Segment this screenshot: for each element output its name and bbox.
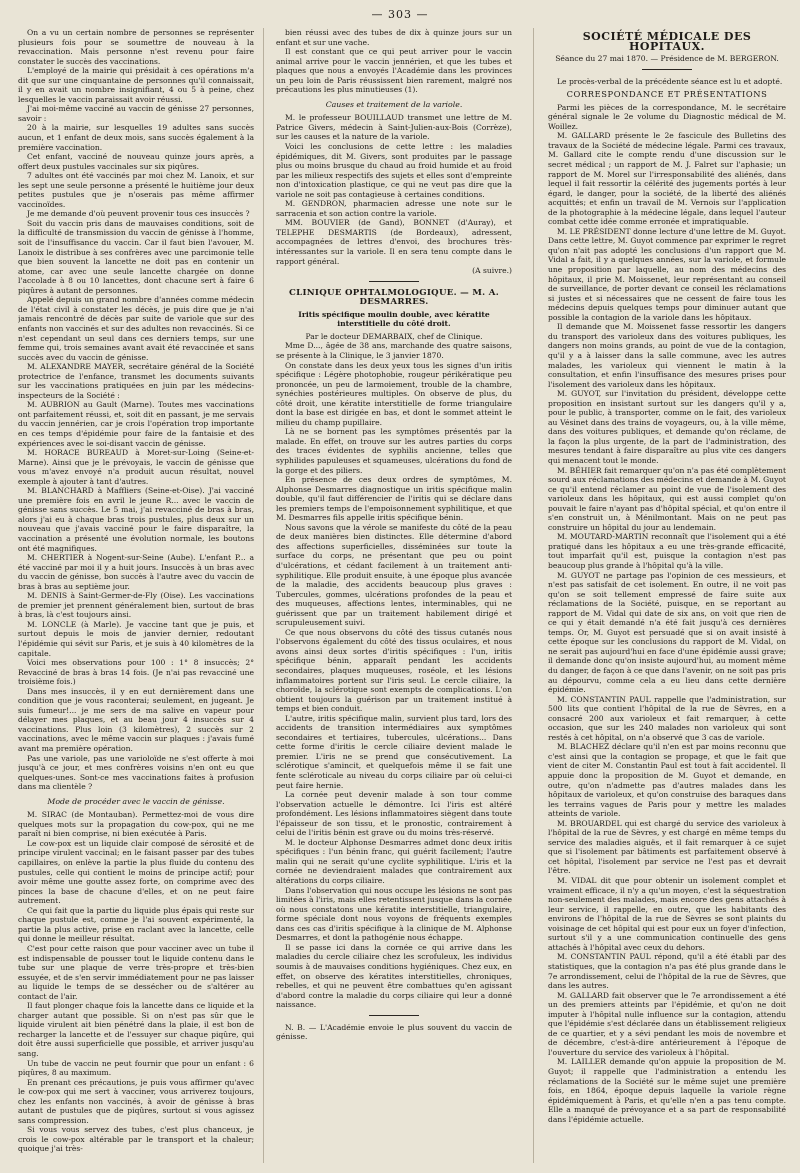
paragraph: J'ai moi-même vacciné au vaccin de génisse 27 personnes, savoir : bbox=[18, 104, 254, 123]
paragraph: M. CONSTANTIN PAUL rappelle que l'administration, sur 500 lits que contient l'hôpital de la rue de Sèvres, en a consacré 200 aux varioleux et fait remarquer, à cette occasion, que sur les 240 malades non varioleux qui sont restés à cet hôpital, on n'a observé que 3 cas de variole. bbox=[548, 694, 786, 742]
page-number: — 303 — bbox=[371, 8, 429, 21]
column-right bbox=[548, 28, 786, 1163]
paragraph: M. CONSTANTIN PAUL répond, qu'il a été établi par des statistiques, que la contagion n'a pas été plus grande dans le 7e arrondissement, celui de l'hôpital de la rue de Sèvres, que dans les autres. bbox=[548, 952, 786, 991]
paragraph: Parmi les pièces de la correspondance, M. le secrétaire général signale le 2e volume du Diagnostic médical de M. Woillez. bbox=[548, 102, 786, 131]
paragraph: M. LAILLER demande qu'on appuie la proposition de M. Guyot; il rappelle que l'administration a entendu les réclamations de la Société sur le même sujet une première fois, en 1864, époque depuis laquelle la variole règne épidémiquement à Paris, et qu'elle n'en a pas tenu compte. Elle a manqué de prévoyance et a sa part de responsabilité dans l'épidémie actuelle. bbox=[548, 1057, 786, 1124]
paragraph: Ce que nous observons du côté des tissus cutanés nous l'observons également du côté des tissus oculaires, et nous avons ainsi deux sortes d'iritis spécifiques : l'un, iritis spécifique bénin, apparaît pendant les accidents secondaires, plaques muqueuses, roséole, et les lésions inflammatoires portent sur l'iris seul. Le cercle ciliaire, la choroïde, la sclérotique sont exempts de complications. L'on obtient toujours la guérison par un traitement institué à temps et bien conduit. bbox=[276, 627, 512, 714]
col2b-paragraphs bbox=[276, 113, 512, 266]
paragraph: M. LONCLE (à Marle). Je vaccine tant que je puis, et surtout depuis le mois de janvier dernier, redoutant l'épidémie qui sévit sur Paris, et je suis à 40 kilomètres de la capitale. bbox=[18, 619, 254, 658]
paragraph: MM. BOUVIER (de Gand), BONNET (d'Auray), et TELEPHE DESMARTIS (de Bordeaux), adressent, accompagnées de lettres d'envoi, des brochures très-intéressantes sur la variole. Il en sera tenu compte dans le rapport général. bbox=[276, 218, 512, 266]
paragraph: M. AUBRION au Gault (Marne). Toutes mes vaccinations ont parfaitement réussi, et, soit dit en passant, je me servais du vaccin jennérien, car je crois l'opération trop importante en ces temps d'épidémie pour faire de la fantaisie et des expériences avec le soi-disant vaccin de génisse. bbox=[18, 400, 254, 448]
paragraph: M. BLANCHARD à Maffliers (Seine-et-Oise). J'ai vacciné une première fois en avril le jeune R... avec le vaccin de génisse sans succès. Le 5 mai, j'ai revacciné de bras à bras, alors j'ai eu à chaque bras trois pustules, plus deux sur un nouveau que j'avais vacciné pour le faire disparaître, la vaccination a présenté une évolution normale, les boutons ont été magnifiques. bbox=[18, 486, 254, 553]
col3-paragraphs bbox=[548, 103, 786, 1125]
a-suivre-note: (A suivre.) bbox=[472, 266, 512, 276]
clinic-title: CLINIQUE OPHTALMOLOGIQUE. — M. A. DESMARRES. bbox=[288, 287, 500, 308]
society-title: SOCIÉTÉ MÉDICALE DES HOPITAUX. bbox=[582, 30, 752, 53]
paragraph: 7 adultes ont été vaccinés par moi chez M. Lanoix, et sur les sept une seule personne a présenté le huitième jour deux petites pustules que je n'oserais pas même affirmer vaccinoïdes. bbox=[18, 171, 254, 209]
paragraph: M. GENDRON, pharmacien adresse une note sur le sarracenia et son action contre la variole. bbox=[276, 199, 512, 218]
paragraph: Voici les conclusions de cette lettre : les maladies épidémiques, dit M. Givers, sont produites par le passage plus ou moins brusque du chaud au froid humide et au froid par les milieux respectifs des sujets et elles sont d'empreinte non d'intoxication plastique, ce qui ne veut pas dire que la variole ne soit pas contagieuse à certaines conditions. bbox=[276, 142, 512, 199]
paragraph: La cornée peut devenir malade à son tour comme l'observation actuelle le démontre. Ici l'iris est altéré profondément. Les lésions inflammatoires siègent dans toute l'épaisseur de son tissu, et le pronostic, contrairement à celui de l'iritis bénin est grave ou du moins très-réservé. bbox=[276, 790, 512, 838]
paragraph: Ce qui fait que la partie du liquide plus épais qui reste sur chaque pustule est, comme je l'ai souvent expérimenté, la partie la plus active, prise en raclant avec la lancette, celle qui donne le meilleur résultat. bbox=[18, 905, 254, 944]
paragraph: M. CHERTIER à Nogent-sur-Seine (Aube). L'enfant P... a été vacciné par moi il y a huit jours. Insuccès à un bras avec du vaccin de génisse, bon succès à l'autre avec du vaccin de bras à bras au septième jour. bbox=[18, 553, 254, 591]
paragraph: Appelé depuis un grand nombre d'années comme médecin de l'état civil à constater les décès, je puis dire que je n'ai jamais rencontré de décès par suite de variole que sur des enfants non vaccinés et sur des adultes non revaccinés. Si ce n'est cependant un seul dans ces derniers temps, sur une femme qui, trois semaines avant avait été revaccinée et sans succès avec du vaccin de génisse. bbox=[18, 295, 254, 362]
column-divider bbox=[533, 28, 534, 1163]
society-session: Séance du 27 mai 1870. — Présidence de M. BERGERON. bbox=[555, 54, 779, 64]
correspondence-heading: CORRESPONDANCE ET PRÉSENTATIONS bbox=[566, 89, 768, 100]
column-left bbox=[18, 28, 254, 1163]
paragraph: On constate dans les deux yeux tous les signes d'un iritis spécifique : Légère photophobie, rougeur périkératique peu prononcée, un peu de larmoiement, trouble de la chambre, synéchies postérieures multiples. On observe de plus, du côté droit, une kératite interstitielle de forme triangulaire dont la base est dirigée en bas, et dont le sommet atteint le milieu du champ pupillaire. bbox=[276, 360, 512, 427]
paragraph: Dans mes insuccès, il y en eut dernièrement dans une condition que je vous raconterai; seulement, en jugeant. Je suis fumeur!... je me sers de ma salive en vapeur pour délayer mes plaques, et au beau jour 4 insuccès sur 4 vaccinations. Plus loin (3 kilomètres), 2 succès sur 2 vaccinations, avec le même vaccin sur plaques : j'avais fumé avant ma première opération. bbox=[18, 686, 254, 754]
paragraph: Je me demande d'où peuvent provenir tous ces insuccès ? bbox=[27, 209, 250, 219]
paragraph: Le cow-pox est un liquide clair composé de sérosité et de principe virulent vaccinal; en le faisant passer par des tubes capillaires, on enlève la partie la plus fluide du contenu des pustules, celle qui contient le moins de principe actif; pour avoir même une goutte assez forte, on comprime avec des pinces la base de chacune d'elles, et on ne peut faire autrement. bbox=[18, 838, 254, 906]
paragraph: L'employé de la mairie qui présidait à ces opérations m'a dit que sur une cinquantaine de personnes qu'il connaissait, il y en avait un nombre insignifiant, 4 ou 5 à peine, chez lesquelles le vaccin paraissait avoir réussi. bbox=[18, 66, 254, 104]
column-divider bbox=[263, 28, 264, 1163]
paragraph: En prenant ces précautions, je puis vous affirmer qu'avec le cow-pox qui me sert à vacciner, vous arriverez toujours, chez les enfants non vaccinés, à avoir de génisse à bras autant de pustules que de piqûres, surtout si vous agissez sans compression. bbox=[18, 1077, 254, 1125]
paragraph: Pas une variole, pas une varioloïde ne s'est offerte à moi jusqu'à ce jour, et mes confrères voisins n'en ont eu que quelques-unes. Sont-ce mes vaccinations faites à profusion dans ma clientèle ? bbox=[18, 753, 254, 792]
paragraph: En présence de ces deux ordres de symptômes, M. Alphonse Desmarres diagnostique un iritis spécifique malin double, qu'il faut différencier de l'iritis qui se déclare dans les premiers temps de l'empoisonnement syphilitique, et que M. Desmarres fils appelle iritis spécifique bénin. bbox=[276, 475, 512, 523]
paragraph: Voici mes observations pour 100 : 1° 8 insuccès; 2° Revacciné de bras à bras 14 fois. (Je n'ai pas revacciné une troisième fois.) bbox=[18, 658, 254, 687]
paragraph: Soit du vaccin pris dans de mauvaises conditions, soit de la difficulté de transmission du vaccin de génisse à l'homme, soit de l'insuffisance du vaccin. Car il faut bien l'avouer, M. Lanoix le distribue à ses confrères avec une parcimonie telle que bien souvent la lancette ne doit pas en contenir un atome, car avec une seule lancette chargée on donne l'accolade à 8 ou 10 lancettes, dont chacune sert à faire 6 piqûres à autant de personnes. bbox=[18, 218, 254, 295]
paragraph: Il est constant que ce qui peut arriver pour le vaccin animal arrive pour le vaccin jennérien, et que les tubes et plaques que nous a envoyés l'Académie dans les provinces un peu loin de Paris réussissent bien rarement, malgré nos précautions les plus minutieuses (1). bbox=[276, 47, 512, 95]
paragraph: bien réussi avec des tubes de dix à quinze jours sur un enfant et sur une vache. bbox=[276, 28, 512, 47]
separator-rule bbox=[369, 1015, 419, 1017]
paragraph: M. ALEXANDRE MAYER, secrétaire général de la Société protectrice de l'enfance, transmet les documents suivants sur les vaccinations pratiquées en juin par les médecins-inspecteurs de la Société : bbox=[18, 362, 254, 400]
clinic-subtitle: Iritis spécifique moulin double, avec kératite interstitielle du côté droit. bbox=[298, 309, 490, 329]
paragraph: Mme D..., âgée de 38 ans, marchande des quatre saisons, se présente à la Clinique, le 3 janvier 1870. bbox=[276, 341, 512, 360]
paragraph: M. BLACHEZ déclare qu'il n'en est par moins reconnu que c'est ainsi que la contagion se propage, et que le fait que vient de citer M. Constantin Paul est tout à fait accidentel. Il appuie donc la proposition de M. Guyot et demande, en outre, qu'on n'admette pas d'autres malades dans les hôpitaux de varioleux, et qu'on construise des baraques dans les terrains vagues de Paris pour y mettre les malades atteints de variole. bbox=[548, 742, 786, 819]
footnote: N. B. — L'Académie envoie le plus souvent du vaccin de génisse. bbox=[276, 1022, 512, 1042]
paragraph: M. GALLARD fait observer que le 7e arrondissement a été un des premiers atteints par l'épidémie, et qu'on ne doit imputer à l'hôpital nulle influence sur la contagion, attendu que l'épidémie s'est déclarée dans un établissement religieux de ce quartier, et y a sévi pendant les mois de novembre et de décembre, c'est-à-dire antérieurement à l'époque de l'ouverture du service des varioleux à l'hôpital. bbox=[548, 990, 786, 1057]
col1b-paragraphs bbox=[18, 810, 254, 1154]
paragraph: M. VIDAL dit que pour obtenir un isolement complet et vraiment efficace, il n'y a qu'un moyen, c'est la séquestration non-seulement des malades, mais encore des gens attachés à leur service, il rappelle, en outre, que les habitants des environs de l'hôpital de la rue de Sèvres se sont plaints du voisinage de cet hôpital qui est pour eux un foyer d'infection, surtout s'il y a une communication continuelle des gens attachés à l'hôpital avec ceux du dehors. bbox=[548, 876, 786, 952]
paragraph: M. HORACE BUREAUD à Moret-sur-Loing (Seine-et-Marne). Ainsi que je le prévoyais, le vaccin de génisse que vous m'avez envoyé n'a produit aucun résultat, nouvel exemple à ajouter à tant d'autres. bbox=[18, 448, 254, 486]
col2a-paragraphs bbox=[276, 28, 512, 95]
paragraph: M. MOUTARD-MARTIN reconnaît que l'isolement qui a été pratiqué dans les hôpitaux a eu une très-grande efficacité, tout imparfait qu'il est, puisque la contagion n'est pas beaucoup plus grande à l'hôpital qu'à la ville. bbox=[548, 532, 786, 570]
paragraph: Il faut plonger chaque fois la lancette dans ce liquide et la charger autant que possible. Si on n'est pas sûr que le liquide virulent ait bien pénétré dans la plaie, il est bon de recharger la lancette et de l'essuyer sur chaque piqûre, qui doit être aussi superficielle que possible, et arriver jusqu'au sang. bbox=[18, 1001, 254, 1058]
paragraph: Il se passe ici dans la cornée ce qui arrive dans les maladies du cercle ciliaire chez les scrofuleux, les individus soumis à de mauvaises conditions hygiéniques. Chez eux, en effet, on observe des kératites interstitielles, chroniques, rebelles, et qui ne peuvent être combattues qu'en agissant d'abord contre la maladie du corps ciliaire qui leur a donné naissance. bbox=[276, 942, 512, 1010]
paragraph: On a vu un certain nombre de personnes se représenter plusieurs fois pour se soumettre de nouveau à la revaccination. Mais personne n'est revenu pour faire constater le succès des vaccinations. bbox=[18, 28, 254, 66]
separator-rule bbox=[369, 281, 419, 283]
section-heading-causes-variole: Causes et traitement de la variole. bbox=[325, 99, 463, 109]
paragraph: Un tube de vaccin ne peut fournir que pour un enfant : 6 piqûres, 8 au maximum. bbox=[18, 1058, 254, 1078]
paragraph: Nous savons que la vérole se manifeste du côté de la peau de deux manières bien distinctes. Elle détermine d'abord des affections superficielles, disséminées sur toute la surface du corps, ne présentant que peu ou point d'ulcérations, et cédant facilement à un traitement anti-syphilitique. Elle produit ensuite, à une époque plus avancée de la maladie, des accidents beaucoup plus graves : Tubercules, gommes, ulcérations profondes de la peau et des muqueuses, affections lentes, interminables, qui ne guérissent que par un traitement habilement dirigé et scrupuleusement suivi. bbox=[276, 522, 512, 628]
paragraph: M. le docteur Alphonse Desmarres admet donc deux iritis spécifiques : l'un bénin franc, qui guérit facilement; l'autre malin qui ne serait qu'une cyclite syphilitique. L'iris et la cornée ne deviendraient malades que contrairement aux altérations du corps ciliaire. bbox=[276, 837, 512, 886]
clinic-author: Par le docteur DEMARBAIX, chef de Clinique. bbox=[305, 331, 483, 341]
paragraph: Là ne se bornent pas les symptômes présentés par la malade. En effet, on trouve sur les autres parties du corps des traces évidentes de syphilis ancienne, telles que syphilides papuleuses et squameuses, ulcérations du fond de la gorge et des piliers. bbox=[276, 427, 512, 475]
col1-paragraphs bbox=[18, 28, 254, 792]
paragraph: Dans l'observation qui nous occupe les lésions ne sont pas limitées à l'iris, mais elles retentissent jusque dans la cornée où nous constatons une kératite interstitielle, triangulaire, forme spéciale dont nous voyons de fréquents exemples dans ces cas d'iritis spécifique à la clinique de M. Alphonse Desmarres, et dont la pathogénie nous échappe. bbox=[276, 885, 512, 943]
paragraph: M. SIRAC (de Montauban). Permettez-moi de vous dire quelques mots sur la propagation du cow-pox, qui ne me paraît ni bien comprise, ni bien exécutée à Paris. bbox=[18, 810, 254, 839]
separator-rule bbox=[642, 69, 692, 71]
col2c-paragraphs bbox=[276, 341, 512, 1009]
paragraph: M. BROUARDEL qui est chargé du service des varioleux à l'hôpital de la rue de Sèvres, y est chargé en même temps du service des maladies aiguës, et il fait remarquer à ce sujet que si l'isolement par bâtiments est parfaitement observé à cet hôpital, l'isolement par service ne l'est pas et devrait l'être. bbox=[548, 818, 786, 876]
paragraph: Si vous vous servez des tubes, c'est plus chanceux, je crois le cow-pox altérable par le transport et la chaleur; quoique j'ai très- bbox=[18, 1125, 254, 1154]
paragraph: M. LE PRÉSIDENT donne lecture d'une lettre de M. Guyot. Dans cette lettre, M. Guyot commence par exprimer le regret qu'on n'ait pas adopté les conclusions d'un rapport que M. Vidal a fait, il y a quelques années, sur la variole, et formule une proposition par laquelle, au nom des médecins des hôpitaux, il prie M. Moissenet, leur représentant au conseil de surveillance, de porter devant ce conseil les réclamations si justes et si nécessaires que ne cessent de faire tous les médecins depuis quelques temps pour diminuer autant que possible la contagion de la variole dans les hôpitaux. bbox=[548, 226, 786, 322]
column-middle bbox=[276, 28, 512, 1163]
paragraph: L'autre, iritis spécifique malin, survient plus tard, lors des accidents de transition intermédiaires aux symptômes secondaires et tertiaires, tubercules, ulcérations... Dans cette forme d'iritis le cercle ciliaire devient malade le premier. L'iris ne se prend que consécutivement. La sclérotique s'amincit, et quelquefois même il se fait une fente scléroticale au niveau du corps ciliaire par où celui-ci peut faire hernie. bbox=[276, 713, 512, 790]
section-heading-vaccin-genisse: Mode de procéder avec le vaccin de génisse. bbox=[47, 796, 225, 806]
paragraph: Il demande que M. Moissenet fasse ressortir les dangers du transport des varioleux dans des voitures publiques, les dangers non moins grands, au point de vue de la contagion, qu'il y a à laisser dans la salle commune, avec les autres malades, les varioleux qui viennent le matin à la consultation, et enfin l'insuffisance des mesures prises pour l'isolement des varioleux dans les hôpitaux. bbox=[548, 322, 786, 389]
paragraph: M. GUYOT, sur l'invitation du président, développe cette proposition en insistant surtout sur les dangers qu'il y a, pour le public, à transporter, comme on le fait, des varioleux au Vésinet dans des trains de voyageurs, ou, à la ville même, dans des voitures publiques, et demande qu'on réclame, de la façon la plus urgente, de la part de l'administration, des mesures tendant à faire disparaître au plus vite ces dangers qui menacent tout le monde. bbox=[548, 389, 786, 465]
paragraph: C'est pour cette raison que pour vacciner avec un tube il est indispensable de pousser tout le liquide contenu dans le tube sur une plaque de verre très-propre et très-bien essuyée, et de s'en servir immédiatement pour ne pas laisser au liquide le temps de se dessécher ou de s'altérer au contact de l'air. bbox=[18, 943, 254, 1001]
paragraph: M. DENIS à Saint-Germer-de-Fly (Oise). Les vaccinations de premier jet prennent généralement bien, surtout de bras à bras, là c'est toujours ainsi. bbox=[18, 591, 254, 620]
proces-verbal: Le procès-verbal de la précédente séance est lu et adopté. bbox=[557, 76, 783, 86]
paragraph: M. le professeur BOUILLAUD transmet une lettre de M. Patrice Givers, médecin à Saint-Julien-aux-Bois (Corrèze), sur les causes et la nature de la variole. bbox=[276, 113, 512, 142]
paragraph: M. GALLARD présente le 2e fascicule des Bulletins des travaux de la Société de médecine légale. Parmi ces travaux, M. Gallard cite le compte rendu d'une discussion sur le secret médical ; un rapport de M. J. Falret sur l'aphasie; un rapport de M. Morel sur l'irresponsabilité des aliénés, dans lequel il fait ressortir la célérité des jugements portés à leur égard, le danger, pour la société, de la liberté des aliénés acquittés; et enfin un travail de M. Vernois sur l'application de la photographie à la médecine légale, dans lequel l'auteur combat cette idée comme erronée et impratiquable. bbox=[548, 131, 786, 227]
paragraph: Cet enfant, vacciné de nouveau quinze jours après, a offert deux pustules vaccinales sur six piqûres. bbox=[18, 152, 254, 171]
paragraph: M. GUYOT ne partage pas l'opinion de ces messieurs, et n'est pas satisfait de cet isolement. En outre, il ne voit pas qu'on se soit tellement empressé de faire suite aux réclamations de la Société, puisque, en se reportant au rapport de M. Vidal qui date de six ans, on voit que rien de ce qui y était demandé n'a été fait jusqu'à ces dernières temps. Or, M. Guyot est persuadé que si on avait insisté à cette époque sur les conclusions du rapport de M. Vidal, on ne serait pas aujourd'hui en face d'une épidémie aussi grave; il demande donc qu'on insiste aujourd'hui, au moment même du danger, de façon à ce que dans l'avenir, on ne soit pas pris au dépourvu, comme cela a eu lieu dans cette dernière épidémie. bbox=[548, 570, 786, 695]
paragraph: 20 à la mairie, sur lesquelles 19 adultes sans succès aucun, et 1 enfant de deux mois, sans succès également à la première vaccination. bbox=[18, 123, 254, 152]
paragraph: M. BÉHIER fait remarquer qu'on n'a pas été complètement sourd aux réclamations des médecins et demande à M. Guyot ce qu'il entend réclamer au point de vue de l'isolement des varioleux dans les hôpitaux, qui est aussi complet qu'on pouvait le faire n'ayant pas d'hôpital spécial, et qu'on entre il s'en construit un, à Ménilmontant. Mais on ne peut pas construire un hôpital du jour au lendemain. bbox=[548, 465, 786, 532]
